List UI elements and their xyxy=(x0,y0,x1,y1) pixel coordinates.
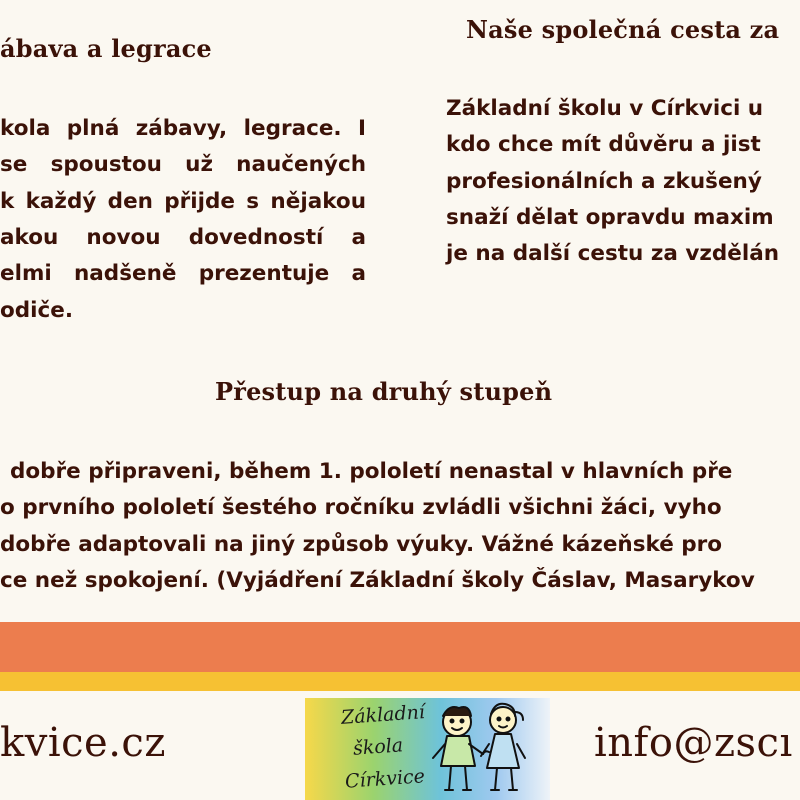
left-heading: ábava a legrace xyxy=(0,34,212,63)
school-logo xyxy=(305,698,550,800)
website-link[interactable]: kvice.cz xyxy=(0,720,166,766)
right-line: kdo chce mít důvěru a jist xyxy=(446,132,761,157)
orange-band xyxy=(0,622,800,672)
logo-text-line: Základní xyxy=(340,701,426,729)
email-link[interactable]: info@zscı xyxy=(594,720,793,766)
left-line: odiče. xyxy=(0,298,74,323)
center-line: dobře připraveni, během 1. pololetí nenastal v hlavních pře xyxy=(10,459,733,484)
right-line: Základní školu v Církvici u xyxy=(446,96,764,121)
logo-text-line: Církvice xyxy=(344,765,426,793)
left-line: kola plná zábavy, legrace. I xyxy=(0,116,366,141)
right-line: profesionálních a zkušený xyxy=(446,169,762,194)
left-line: se spoustou už naučených xyxy=(0,152,366,177)
yellow-band xyxy=(0,672,800,691)
right-heading: Naše společná cesta za xyxy=(466,15,780,44)
left-line: k každý den přijde s nějakou xyxy=(0,189,366,214)
right-line: snaží dělat opravdu maxim xyxy=(446,205,774,230)
center-line: dobře adaptovali na jiný způsob výuky. Vážné kázeňské pro xyxy=(0,532,723,557)
center-line: ce než spokojení. (Vyjádření Základní školy Čáslav, Masarykov xyxy=(0,568,755,593)
left-line: akou novou dovedností a xyxy=(0,225,366,250)
children-drawing-icon xyxy=(425,698,535,800)
left-line: elmi nadšeně prezentuje a xyxy=(0,261,366,286)
right-line: je na další cestu za vzdělán xyxy=(446,241,780,266)
center-line: o prvního pololetí šestého ročníku zvládli všichni žáci, vyho xyxy=(0,495,722,520)
center-heading: Přestup na druhý stupeň xyxy=(215,377,553,406)
logo-text-line: škola xyxy=(352,734,404,760)
